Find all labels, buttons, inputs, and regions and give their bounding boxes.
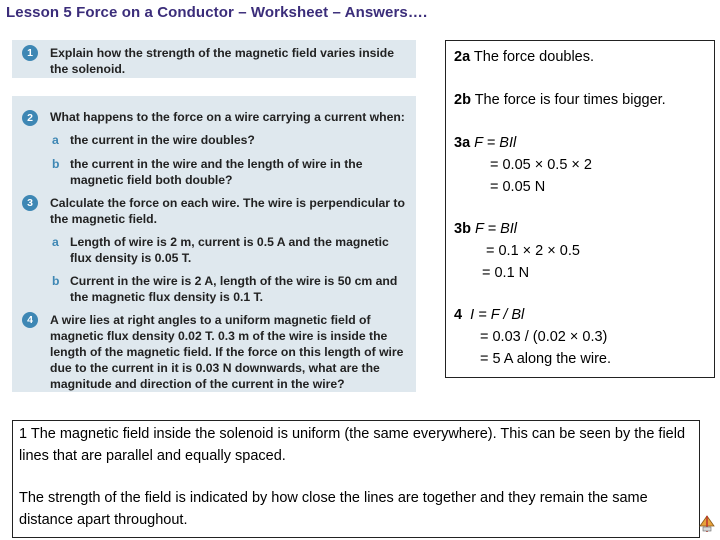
question-3-line-2: the magnetic field. bbox=[50, 212, 157, 226]
answer-3a-line-3: = 0.05 N bbox=[490, 179, 546, 195]
question-2a-label: a bbox=[52, 133, 59, 147]
answer-2b-text: The force is four times bigger. bbox=[470, 92, 666, 108]
answer-4-line-1: I = F / Bl bbox=[462, 307, 525, 323]
question-1-line-2: the solenoid. bbox=[50, 62, 126, 76]
question-3b-line-2: the magnetic flux density is 0.1 T. bbox=[70, 290, 264, 304]
answer-3b-label: 3b bbox=[454, 221, 471, 237]
question-1-line-1: Explain how the strength of the magnetic field varies inside bbox=[50, 46, 395, 60]
question-3a-label: a bbox=[52, 235, 59, 249]
answer-3a bbox=[454, 133, 516, 155]
answer-4-label: 4 bbox=[454, 307, 463, 323]
question-3a-line-2: flux density is 0.05 T. bbox=[70, 251, 192, 265]
answer-4-line-2: = 0.03 / (0.02 × 0.3) bbox=[480, 329, 608, 345]
question-number-2: 2 bbox=[22, 110, 38, 126]
answer-3a-line-1: F = BIl bbox=[470, 135, 517, 151]
question-2b-label: b bbox=[52, 157, 60, 171]
answer-3b-line-1: F = BIl bbox=[470, 221, 517, 237]
question-2b-line-1: the current in the wire and the length of wire in the bbox=[70, 157, 363, 171]
answer-3b bbox=[454, 219, 517, 241]
answer-3a-line-2: = 0.05 × 0.5 × 2 bbox=[490, 157, 592, 173]
question-4-line-3: length of the magnetic field. If the force on this length of wire bbox=[50, 345, 404, 359]
question-3-line-1: Calculate the force on each wire. The wire is perpendicular to bbox=[50, 196, 405, 210]
answer-3b-line-2: = 0.1 × 2 × 0.5 bbox=[486, 243, 580, 259]
answer-2b-label: 2b bbox=[454, 92, 471, 108]
question-3b-label: b bbox=[52, 274, 60, 288]
question-1-box bbox=[12, 40, 416, 78]
answer-2a-text: The force doubles. bbox=[470, 49, 595, 65]
question-number-4: 4 bbox=[22, 312, 38, 328]
question-number-3: 3 bbox=[22, 195, 38, 211]
questions-2-4-box bbox=[12, 96, 416, 392]
answer-1-paragraph-2: The strength of the field is indicated by how close the lines are together and they remain the same distance apart throughout. bbox=[19, 490, 648, 528]
answer-4-line-3: = 5 A along the wire. bbox=[480, 351, 611, 367]
question-4-line-4: due to the current in it is 0.03 N downwards, what are the bbox=[50, 361, 380, 375]
answer-1-box bbox=[12, 420, 700, 538]
corner-decoration-icon bbox=[698, 512, 716, 534]
question-number-1: 1 bbox=[22, 45, 38, 61]
answer-3b-line-3: = 0.1 N bbox=[482, 265, 530, 281]
question-4-line-2: magnetic flux density 0.02 T. 0.3 m of the wire is inside the bbox=[50, 329, 388, 343]
question-3a-line-1: Length of wire is 2 m, current is 0.5 A and the magnetic bbox=[70, 235, 389, 249]
answer-2a bbox=[454, 47, 594, 69]
answer-2b bbox=[454, 90, 666, 112]
question-2a-text: the current in the wire doubles? bbox=[70, 133, 255, 147]
answers-box bbox=[445, 40, 715, 378]
question-2-text: What happens to the force on a wire carrying a current when: bbox=[50, 110, 405, 124]
answer-1-paragraph-1: 1 The magnetic field inside the solenoid is uniform (the same everywhere). This can be seen by the field lines that are parallel and equally spaced. bbox=[19, 426, 686, 464]
page-title: Lesson 5 Force on a Conductor – Worksheet – Answers…. bbox=[6, 4, 428, 21]
question-4-line-1: A wire lies at right angles to a uniform magnetic field of bbox=[50, 313, 371, 327]
question-2b-line-2: magnetic field both double? bbox=[70, 173, 233, 187]
question-3b-line-1: Current in the wire is 2 A, length of the wire is 50 cm and bbox=[70, 274, 398, 288]
answer-2a-label: 2a bbox=[454, 49, 471, 65]
question-4-line-5: magnitude and direction of the current in the wire? bbox=[50, 377, 345, 391]
answer-4 bbox=[454, 305, 524, 327]
answer-3a-label: 3a bbox=[454, 135, 471, 151]
